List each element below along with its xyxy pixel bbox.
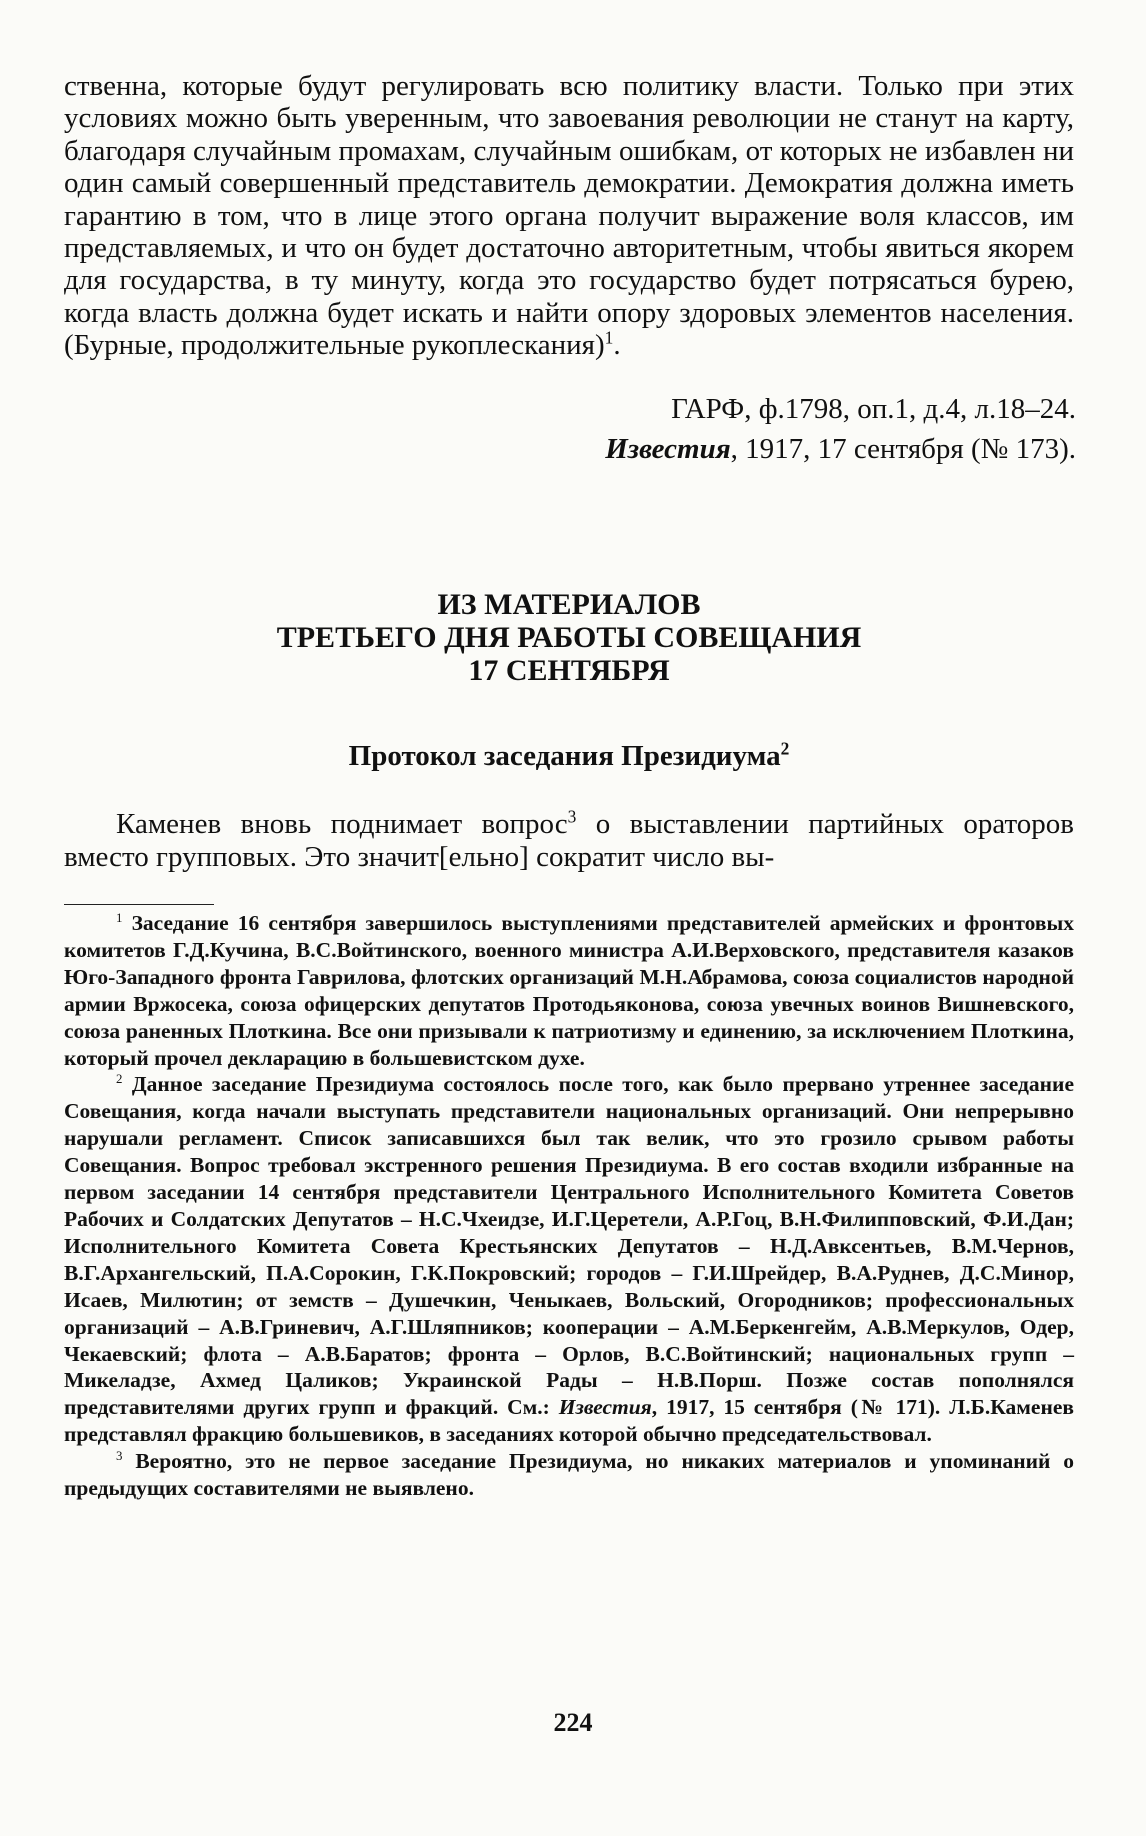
section-subtitle: Протокол заседания Президиума$^2$	[348, 738, 790, 772]
section-title	[64, 588, 1074, 687]
footnote-ref-1: 1	[604, 327, 614, 348]
section-title-line2: ТРЕТЬЕГО ДНЯ РАБОТЫ СОВЕЩАНИЯ	[276, 621, 862, 654]
footnote-1: $^1$ Заседание 16 сентября завершилось выступлениями представителей армейских и фронтовых комитетов Г.Д.Кучина, В.С.Войтинского, военного министра А.И.Верховского, представителя казаков Юго-Западного фронта Гаврилова, флотских организаций М.Н.Абрамова, союза социалистов народной армии Вржосека, союза офицерских депутатов Протодьяконова, союза увечных воинов Вишневского, союза раненных Плоткина. Все они призывали к патриотизму и единению, за исключением Плоткина, который прочел декларацию в большевистском духе.	[64, 910, 1074, 1070]
newspaper-title: Известия	[605, 433, 731, 465]
page-number: 224	[553, 1708, 593, 1737]
footnote-divider	[64, 904, 214, 905]
body-paragraph: ственна, которые будут регулировать всю политику власти. Только при этих условиях можно быть уверенным, что завоевания революции не станут на карту, благодаря случайным промахам, случайным ошибкам, от которых не избавлен ни один самый совершенный представитель демократии. Демократия должна иметь гарантию в том, что в лице этого органа получит выражение воля классов, им представляемых, и что он будет достаточно авторитетным, чтобы явиться якорем для государства, в ту минуту, когда это государство будет потрясаться бурею, когда власть должна будет искать и найти опору здоровых элементов населения. (Бурные, продолжительные рукоплескания)$^1$.	[64, 70, 1074, 362]
section-title-line3: 17 СЕНТЯБРЯ	[468, 654, 670, 687]
archive-source: ГАРФ, ф.1798, оп.1, д.4, л.18–24.	[671, 393, 1076, 425]
footnote-2: $^2$ Данное заседание Президиума состоялось после того, как было прервано утреннее заседание Совещания, когда начали выступать представители национальных организаций. Они непрерывно нарушали регламент. Список записавшихся был так велик, что это грозило срывом работы Совещания. Вопрос требовал экстренного решения Президиума. В его состав входили избранные на первом заседании 14 сентября представители Центрального Исполнительного Комитета Советов Рабочих и Солдатских Депутатов – Н.С.Чхеидзе, И.Г.Церетели, А.Р.Гоц, В.Н.Филипповский, Ф.И.Дан; Исполнительного Комитета Совета Крестьянских Депутатов – Н.Д.Авксентьев, В.М.Чернов, В.Г.Архангельский, П.А.Сорокин, Г.К.Покровский; городов – Г.И.Шрейдер, В.А.Руднев, Д.С.Минор, Исаев, Милютин; от земств – Душечкин, Ченыкаев, Вольский, Огородников; профессиональных организаций – А.В.Гриневич, А.Г.Шляпников; кооперации – А.М.Беркенгейм, А.В.Меркулов, Одер, Чекаевский; флота – А.В.Баратов; фронта – Орлов, В.С.Войтинский; национальных групп – Микеладзе, Ахмед Цаликов; Украинской Рады – Н.В.Порш. Позже состав пополнялся представителями других групп и фракций. См.: Известия, 1917, 15 сентября (№ 171). Л.Б.Каменев представлял фракцию большевиков, в заседаниях которой обычно председательствовал.	[64, 1072, 1074, 1447]
newspaper-source: Известия, 1917, 17 сентября (№ 173).	[605, 433, 1076, 465]
footnote-ref-3: 3	[567, 806, 577, 827]
footnotes	[64, 910, 1074, 1502]
section-title-line1: ИЗ МАТЕРИАЛОВ	[437, 588, 701, 621]
kamenev-paragraph: Каменев вновь поднимает вопрос$^3$ о выставлении партийных ораторов вместо групповых. Это значит[ельно] сократит число вы-	[64, 806, 1074, 873]
footnote-ref-2: 2	[780, 738, 790, 759]
body-text: ственна, которые будут регулировать всю политику власти. Только при этих условиях можно быть уверенным, что завоевания революции не станут на карту, благодаря случайным промахам, случайным ошибкам, от которых не избавлен ни один самый совершенный представитель демократии. Демократия должна иметь гарантию в том, что в лице этого органа получит выражение воля классов, им представляемых, и что он будет достаточно авторитетным, чтобы явиться якорем для государства, в ту минуту, когда это государство будет потрясаться бурею, когда власть должна будет искать и найти опору здоровых элементов населения. (Бурные, продолжительные рукоплескания)	[64, 70, 1074, 362]
footnote-3: $^3$ Вероятно, это не первое заседание Президиума, но никаких материалов и упоминаний о предыдущих составителями не выявлено.	[64, 1448, 1075, 1501]
